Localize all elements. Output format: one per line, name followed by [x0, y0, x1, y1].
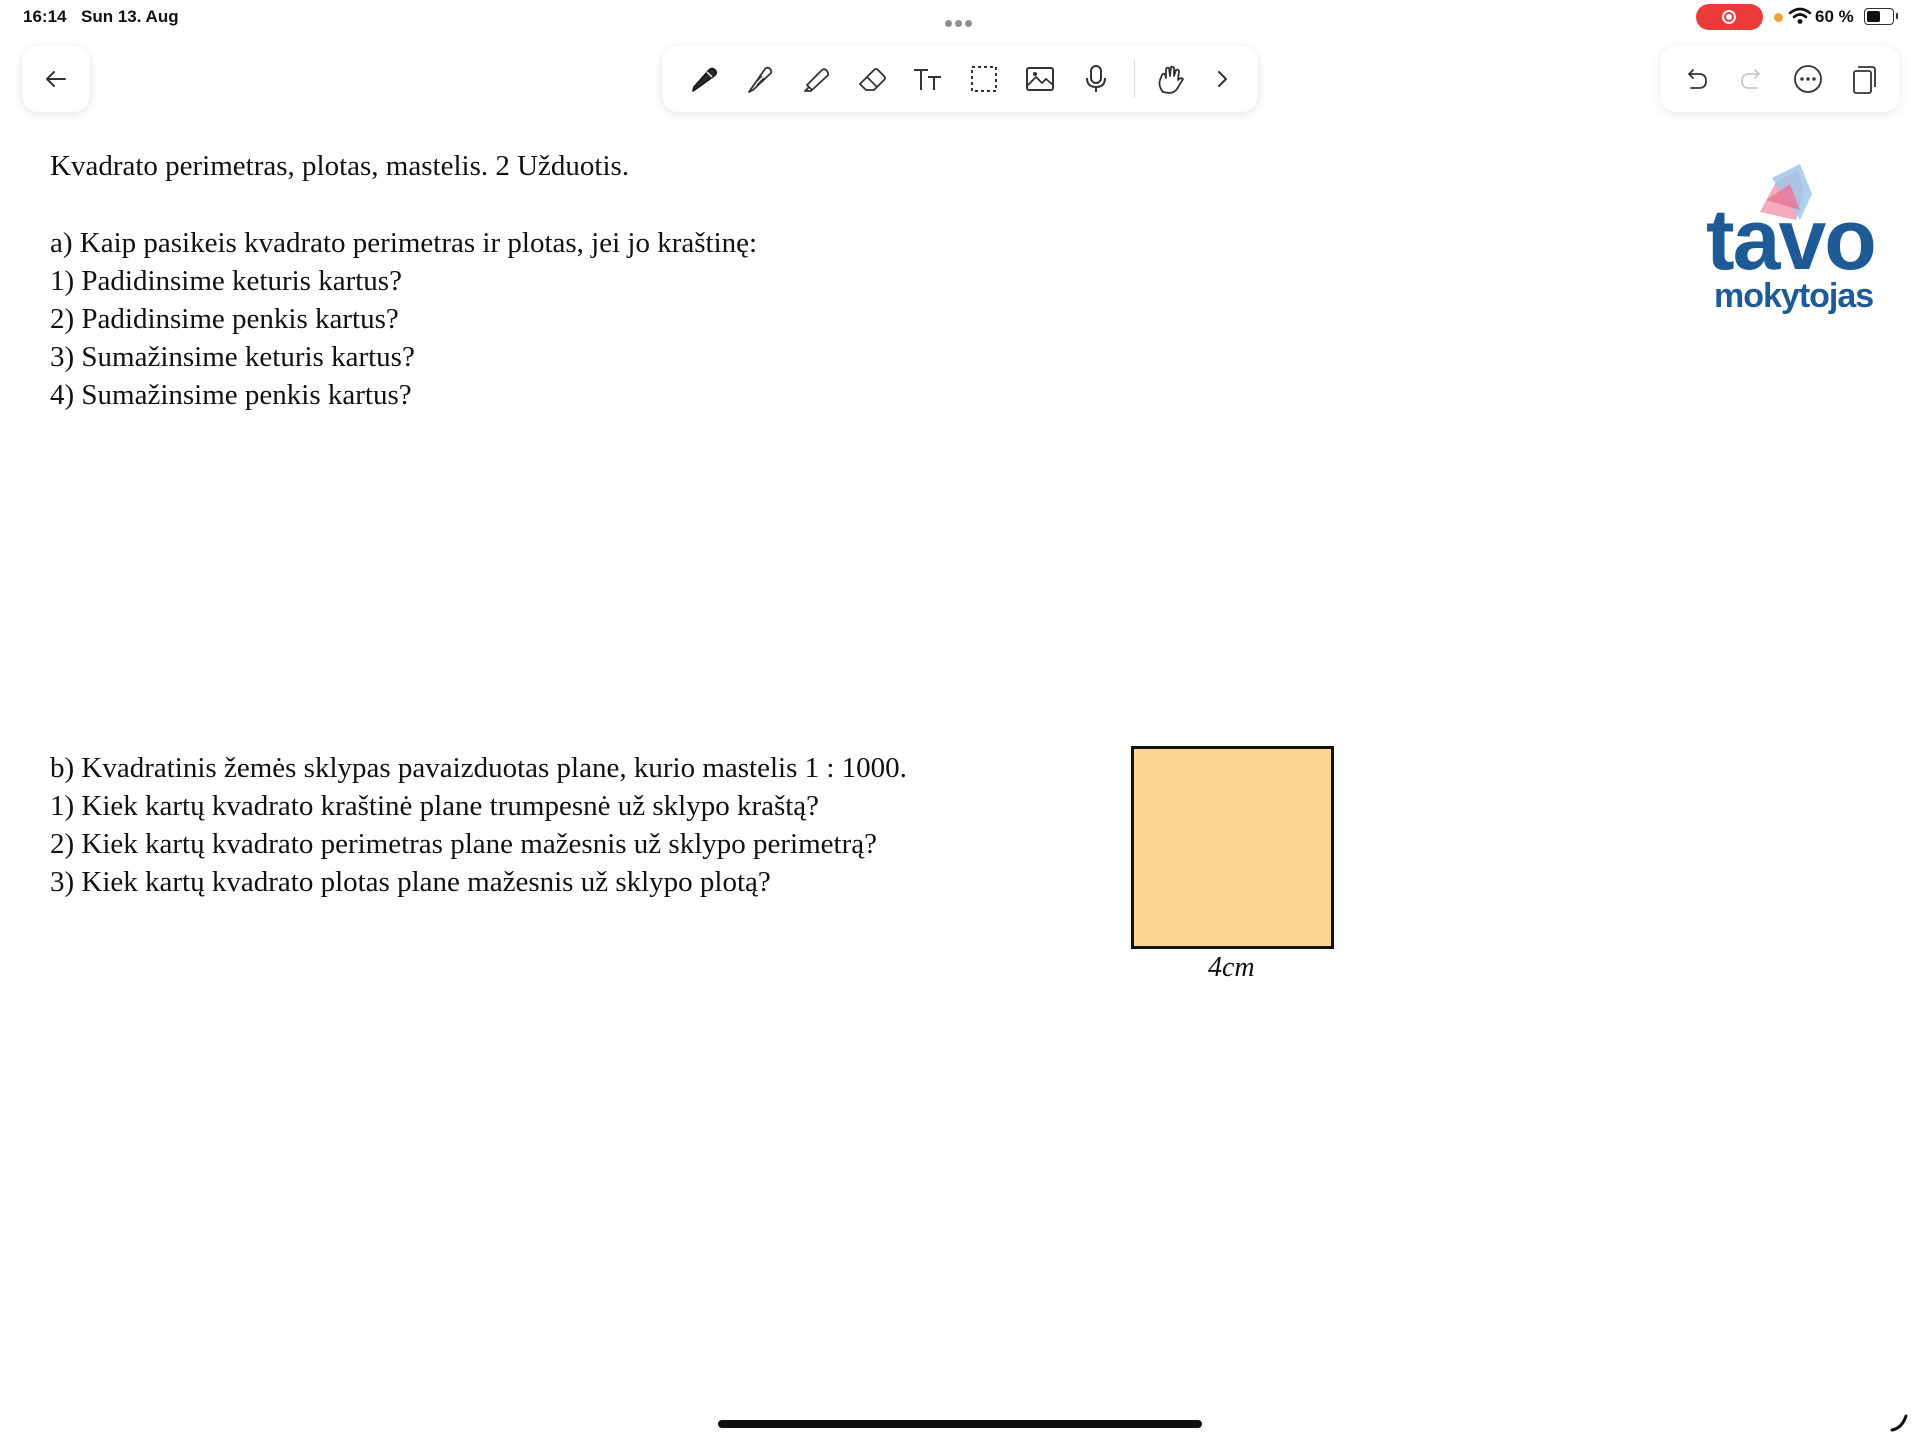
battery-icon	[1864, 8, 1894, 25]
undo-icon	[1679, 62, 1713, 96]
question-line: 1) Kiek kartų kvadrato kraštinė plane trumpesnė už sklypo kraštą?	[50, 790, 820, 822]
microphone-indicator-icon	[1774, 13, 1783, 22]
microphone-icon	[1079, 62, 1113, 96]
question-line: 3) Sumažinsime keturis kartus?	[50, 341, 415, 373]
eraser-tool-button[interactable]	[850, 57, 894, 101]
more-icon	[1791, 62, 1825, 96]
hand-draw-button[interactable]	[1148, 57, 1192, 101]
question-line: 1) Padidinsime keturis kartus?	[50, 265, 402, 297]
text-tool-icon	[911, 62, 945, 96]
screen-recording-icon[interactable]	[1696, 4, 1763, 30]
toolbar-separator	[1134, 60, 1135, 98]
logo-text-mokytojas: mokytojas	[1714, 277, 1874, 315]
resize-corner-icon[interactable]	[1888, 1410, 1912, 1434]
home-indicator[interactable]	[718, 1420, 1202, 1428]
question-line: 2) Padidinsime penkis kartus?	[50, 303, 399, 335]
highlighter-tool-button[interactable]	[794, 57, 838, 101]
pen-icon	[687, 62, 721, 96]
lasso-tool-button[interactable]	[962, 57, 1006, 101]
arrow-left-icon	[39, 62, 73, 96]
image-tool-button[interactable]	[1018, 57, 1062, 101]
question-line: 3) Kiek kartų kvadrato plotas plane mažesnis už sklypo plotą?	[50, 866, 771, 898]
pages-icon	[1847, 62, 1881, 96]
status-bar	[0, 0, 1920, 34]
battery-percent: 60 %	[1815, 7, 1854, 26]
question-line: 4) Sumažinsime penkis kartus?	[50, 379, 412, 411]
drawing-toolbar	[662, 46, 1258, 112]
highlighter-icon	[799, 62, 833, 96]
status-time: 16:14	[23, 7, 67, 26]
question-line: 2) Kiek kartų kvadrato perimetras plane mažesnis už sklypo perimetrą?	[50, 828, 877, 860]
square-side-label: 4cm	[1208, 952, 1255, 983]
tavo-mokytojas-logo	[1700, 160, 1890, 330]
pencil-tool-button[interactable]	[738, 57, 782, 101]
undo-button[interactable]	[1674, 57, 1718, 101]
logo-text-tavo: tavo	[1706, 192, 1875, 288]
pencil-icon	[743, 62, 777, 96]
voice-tool-button[interactable]	[1074, 57, 1118, 101]
redo-icon	[1735, 62, 1769, 96]
page-title: Kvadrato perimetras, plotas, mastelis. 2 Užduotis.	[50, 150, 630, 182]
battery-fill	[1867, 11, 1880, 22]
plot-square-figure	[1131, 746, 1334, 949]
image-icon	[1023, 62, 1057, 96]
back-button-container	[22, 46, 90, 112]
more-button[interactable]	[1786, 57, 1830, 101]
toolbar-expand-button[interactable]	[1200, 57, 1244, 101]
text-tool-button[interactable]	[906, 57, 950, 101]
status-date: Sun 13. Aug	[81, 7, 179, 26]
chevron-right-icon	[1205, 62, 1239, 96]
question-line: a) Kaip pasikeis kvadrato perimetras ir plotas, jei jo kraštinę:	[50, 227, 758, 259]
eraser-icon	[855, 62, 889, 96]
part-a-questions	[50, 224, 757, 414]
wifi-icon	[1788, 6, 1812, 26]
part-b-questions	[50, 749, 907, 901]
multitasking-dots-icon[interactable]	[945, 14, 977, 20]
pages-button[interactable]	[1842, 57, 1886, 101]
back-button[interactable]	[34, 57, 78, 101]
hand-draw-icon	[1153, 62, 1187, 96]
question-line: b) Kvadratinis žemės sklypas pavaizduotas plane, kurio mastelis 1 : 1000.	[50, 752, 907, 784]
redo-button[interactable]	[1730, 57, 1774, 101]
lasso-select-icon	[967, 62, 1001, 96]
document-actions-toolbar	[1660, 46, 1900, 112]
pen-tool-button[interactable]	[682, 57, 726, 101]
